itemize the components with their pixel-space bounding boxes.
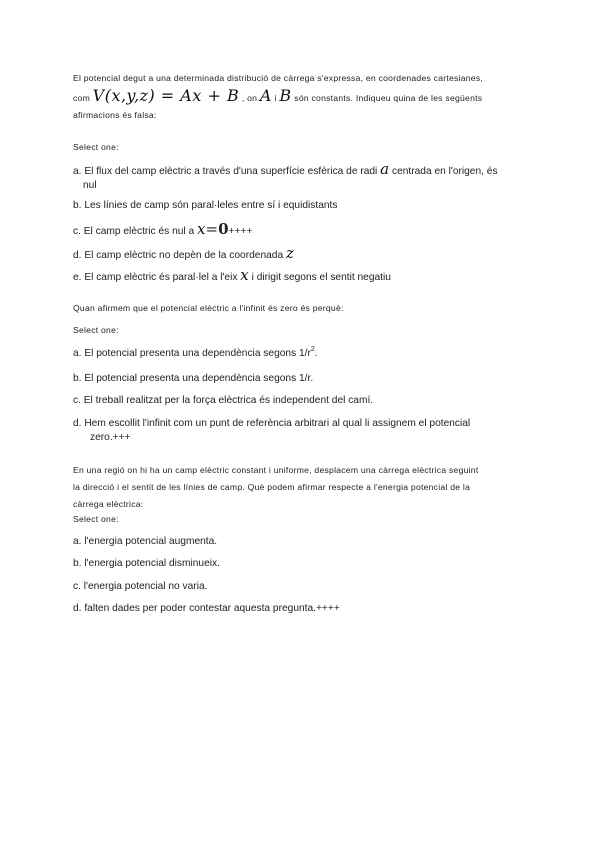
q1-option-a-text-3: nul: [83, 180, 97, 191]
q1-option-a-text: a. El flux del camp elèctric a través d'una superfície esfèrica de radi: [73, 166, 378, 177]
q2-option-b[interactable]: [73, 372, 523, 386]
q1-option-b-text: b. Les línies de camp són paral·leles entre sí i equidistants: [73, 200, 338, 211]
q3-option-a[interactable]: [73, 535, 523, 549]
q1-option-c-text: c. El camp elèctric és nul a: [73, 226, 195, 237]
q1-option-a-text-2: centrada en l'origen, és: [391, 166, 498, 177]
q1-option-c[interactable]: [73, 222, 523, 239]
q1-option-c-var-x: x: [197, 220, 206, 238]
q1-mid2: i: [274, 93, 277, 103]
q1-potential-formula: V(x,y,z) = Ax + B: [92, 86, 240, 105]
question-1-line-3: afirmacions és falsa:: [73, 110, 157, 120]
q1-option-e[interactable]: [73, 268, 523, 285]
q1-option-e-text-2: i dirigit segons el sentit negatiu: [251, 272, 391, 283]
q1-option-c-equals: =: [205, 220, 219, 238]
q1-option-d-text: d. El camp elèctric no depèn de la coordenada: [73, 250, 284, 261]
question-1-line-1: El potencial degut a una determinada distribució de càrrega s'expressa, en coordenades cartesianes,: [73, 73, 484, 83]
q1-constant-a: A: [259, 86, 272, 105]
q1-mid3: són constants. Indiqueu quina de les següents: [294, 93, 483, 103]
q1-constant-b: B: [279, 86, 292, 105]
q1-option-a[interactable]: [73, 162, 523, 193]
q3-option-d[interactable]: [73, 602, 523, 616]
q1-option-c-marks: ++++: [228, 226, 253, 237]
question-2-text: Quan afirmem que el potencial elèctric a l'infinit és zero és perquè:: [73, 303, 344, 313]
q2-option-d-text-2: zero.+++: [90, 432, 131, 443]
question-3-line-3: càrrega elèctrica:: [73, 499, 144, 509]
q3-option-c[interactable]: [73, 580, 523, 594]
q2-option-a-exponent: 2: [310, 346, 315, 353]
q1-prefix: com: [73, 93, 90, 103]
q2-option-b-text: b. El potencial presenta una dependència segons 1/r.: [73, 373, 314, 384]
question-1-text: [73, 70, 528, 124]
q1-option-a-radius-var: a: [380, 160, 390, 178]
q2-option-c-text: c. El treball realitzat per la força elèctrica és independent del camí.: [73, 395, 374, 406]
q1-option-b[interactable]: [73, 199, 523, 213]
q3-option-b-text: b. l'energia potencial disminueix.: [73, 558, 220, 569]
q2-option-d-text: d. Hem escollit l'infinit com un punt de referència arbitrari al qual li assignem el potencial: [73, 418, 471, 429]
q1-option-c-zero: 0: [218, 220, 229, 238]
question-2-select-label: Select one:: [73, 325, 119, 335]
question-3-text: [73, 462, 528, 513]
q1-option-e-var-x: x: [240, 266, 249, 284]
q3-option-b[interactable]: [73, 557, 523, 571]
q1-option-d[interactable]: [73, 246, 523, 263]
question-1-line-2: [73, 87, 528, 107]
q2-option-d[interactable]: [73, 417, 523, 445]
q2-option-a-end: .: [314, 348, 318, 359]
q3-option-a-text: a. l'energia potencial augmenta.: [73, 536, 218, 547]
q3-option-d-text: d. falten dades per poder contestar aquesta pregunta.++++: [73, 603, 340, 614]
q3-option-c-text: c. l'energia potencial no varia.: [73, 581, 208, 592]
q1-option-d-var-z: z: [285, 244, 294, 262]
question-3-line-2: la direcció i el sentit de les línies de camp. Què podem afirmar respecte a l'energia potencial de la: [73, 482, 471, 492]
q2-option-a[interactable]: [73, 347, 523, 361]
q1-option-e-text: e. El camp elèctric és paral·lel a l'eix: [73, 272, 238, 283]
q1-mid1: , on: [241, 93, 258, 103]
question-1-select-label: Select one:: [73, 142, 119, 152]
q2-option-c[interactable]: [73, 394, 523, 408]
question-3-line-1: En una regió on hi ha un camp elèctric constant i uniforme, desplacem una càrrega elèctrica seguint: [73, 465, 479, 475]
question-3-select-label: Select one:: [73, 514, 119, 524]
q2-option-a-text: a. El potencial presenta una dependència segons 1/r: [73, 348, 311, 359]
